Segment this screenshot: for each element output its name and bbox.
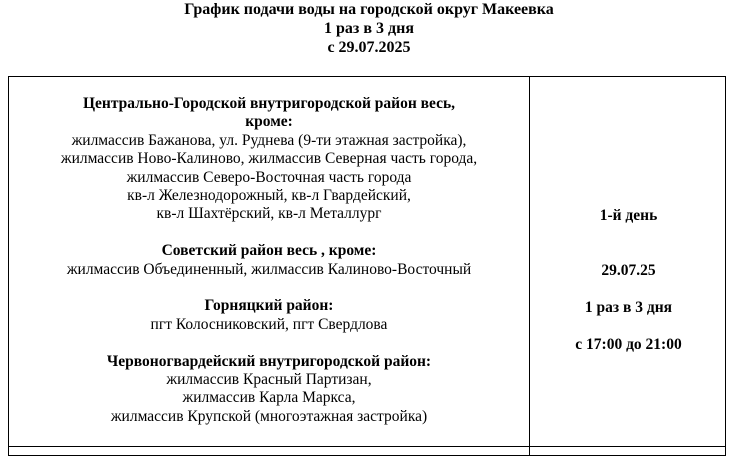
district-heading: Горняцкий район: [204,297,334,315]
supply-time: с 17:00 до 21:00 [575,336,682,353]
schedule-cell [530,77,727,455]
district-line: кв-л Шахтёрский, кв-л Металлург [156,205,382,223]
supply-date: 29.07.25 [601,262,656,279]
spacer [9,224,529,242]
district-line: жилмассив Карла Маркса, [182,389,356,407]
district-chervonogvardeysky [9,353,529,427]
district-line: жилмассив Объединенный, жилмассив Калиново-Восточный [66,260,472,278]
district-line: жилмассив Бажанова, ул. Руднева (9-ти этажная застройка), [71,131,467,149]
document-title: График подачи воды на городской округ Макеевка [184,1,554,18]
spacer [9,279,529,297]
spacer [9,334,529,352]
district-gornyak [9,297,529,334]
district-central [9,95,529,224]
district-line: жилмассив Красный Партизан, [166,371,372,389]
district-heading-continued: кроме: [245,113,293,131]
supply-frequency: 1 раз в 3 дня [584,299,673,316]
district-heading: Центрально-Городской внутригородской район весь, [82,95,456,112]
day-number: 1-й день [599,207,658,224]
district-soviet [9,242,529,279]
schedule-table [8,76,726,456]
document-frequency: 1 раз в 3 дня [324,20,414,37]
district-heading: Червоногвардейский внутригородской район: [106,352,432,370]
district-heading: Советский район весь , кроме: [161,242,377,260]
district-line: кв-л Железнодорожный, кв-л Гвардейский, [127,187,411,205]
district-line: пгт Колосниковский, пгт Свердлова [150,315,388,333]
document-start-date: с 29.07.2025 [327,39,411,56]
district-line: жилмассив Ново-Калиново, жилмассив Северная часть города, [60,150,478,168]
districts-cell [9,95,529,426]
district-line: жилмассив Крупской (многоэтажная застройка) [110,407,428,425]
district-line: жилмассив Северо-Восточная часть города [126,168,412,186]
document-header [0,0,738,57]
